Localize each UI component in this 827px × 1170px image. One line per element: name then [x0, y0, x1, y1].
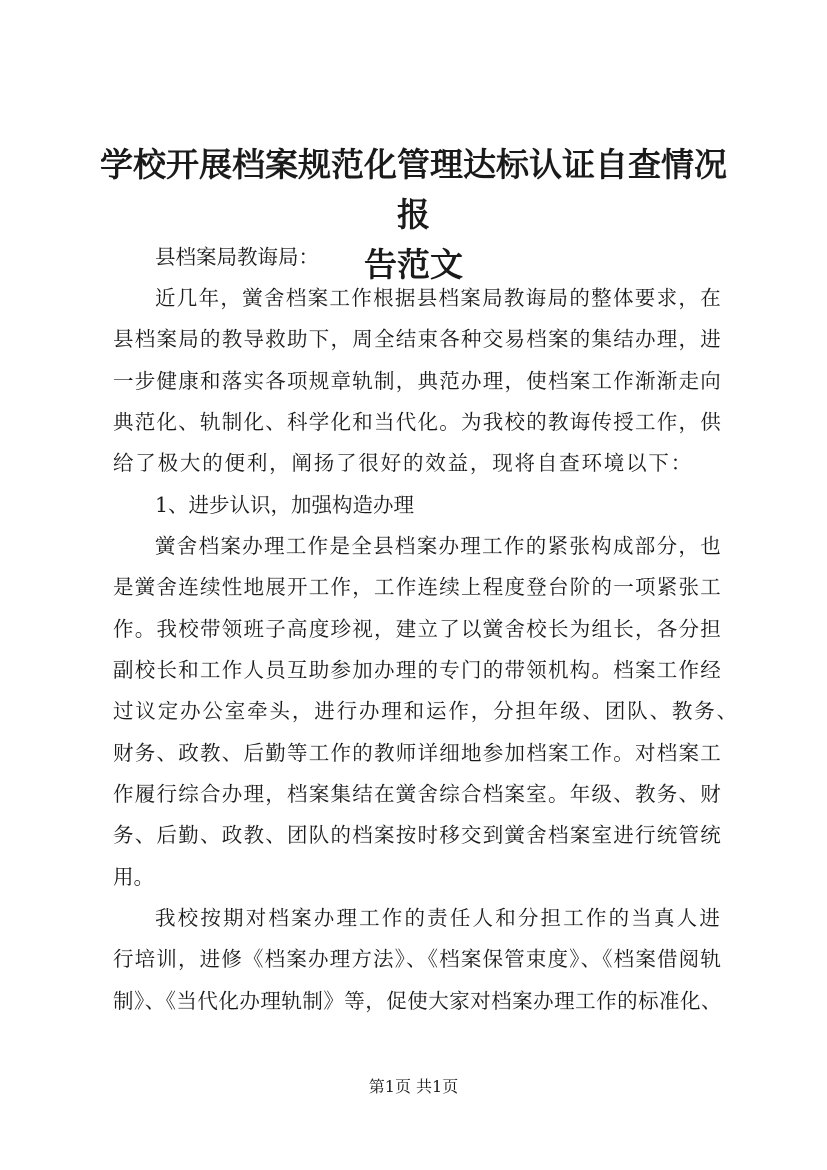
body-line: 我校按期对档案办理工作的责任人和分担工作的当真人进	[155, 906, 722, 930]
body-line: 县档案局教诲局：	[155, 245, 319, 269]
body-line: 务、后勤、政教、团队的档案按时移交到黉舍档案室进行统管统	[113, 823, 722, 847]
body-line: 给了极大的便利，阐扬了很好的效益，现将自查环境以下：	[113, 451, 693, 475]
body-line: 作履行综合办理，档案集结在黉舍综合档案室。年级、教务、财	[113, 782, 722, 806]
body-line: 过议定办公室牵头，进行办理和运作，分担年级、团队、教务、	[113, 699, 739, 723]
body-line: 财务、政教、后勤等工作的教师详细地参加档案工作。对档案工	[113, 741, 722, 765]
body-line: 是黉舍连续性地展开工作，工作连续上程度登台阶的一项紧张工	[113, 575, 722, 599]
body-line: 用。	[113, 865, 154, 889]
body-line: 县档案局的教导救助下，周全结束各种交易档案的集结办理，进	[113, 327, 722, 351]
body-line: 近几年，黉舍档案工作根据县档案局教诲局的整体要求，在	[155, 286, 722, 310]
title-line-1: 学校开展档案规范化管理达标认证自查情况报	[100, 145, 727, 234]
body-line: 作。我校带领班子高度珍视，建立了以黉舍校长为组长，各分担	[113, 617, 722, 641]
page-footer: 第1页 共1页	[368, 1077, 459, 1096]
body-line: 一步健康和落实各项规章轨制，典范办理，使档案工作渐渐走向	[113, 369, 722, 393]
body-line: 黉舍档案办理工作是全县档案办理工作的紧张构成部分，也	[155, 534, 722, 558]
body-line: 行培训，进修《档案办理方法》、《档案保管束度》、《档案借阅轨	[113, 947, 722, 971]
body-line: 制》、《当代化办理轨制》等，促使大家对档案办理工作的标准化、	[113, 989, 722, 1013]
title-line-2: 告范文	[364, 245, 463, 284]
body-line: 典范化、轨制化、科学化和当代化。为我校的教诲传授工作，供	[113, 410, 722, 434]
body-line: 副校长和工作人员互助参加办理的专门的带领机构。档案工作经	[113, 658, 722, 682]
body-line: 1、进步认识，加强构造办理	[155, 493, 415, 517]
